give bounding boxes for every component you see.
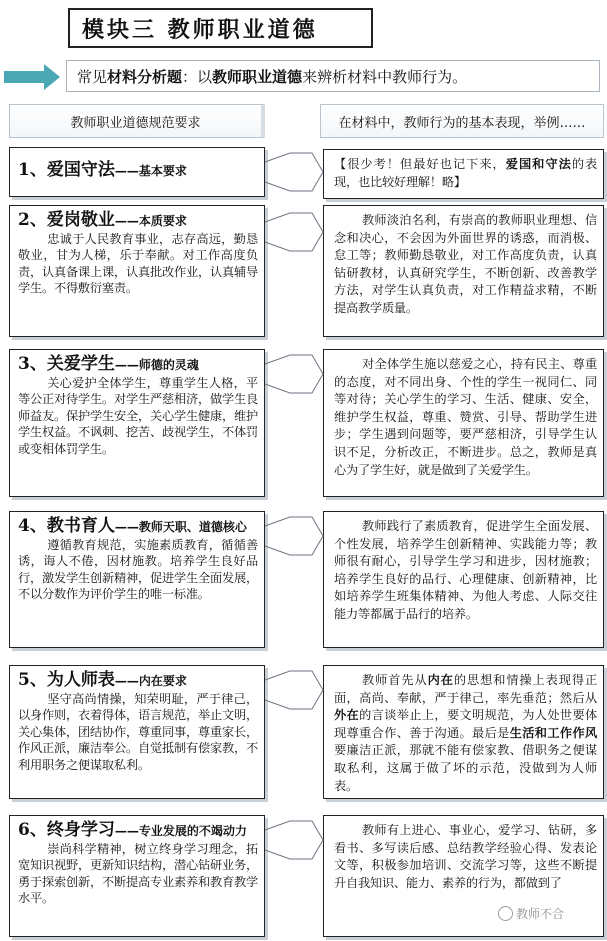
example-card-1 xyxy=(323,149,604,199)
connector-1 xyxy=(265,153,323,191)
norm-title xyxy=(18,516,258,537)
norm-number: 6、 xyxy=(18,820,47,840)
text-segment: 教师有上进心、事业心，爱学习、钻研，多看书、多写读后感、总结教学经验心得、发表论文等，积极参加培训、交流学习等，这些不断提升自我知识、能力、素养的行为，都做到了 xyxy=(334,823,597,890)
norm-body: 崇尚科学精神，树立终身学习理念，拓宽知识视野，更新知识结构，潜心钻研业务，勇于探索创新，不断提高专业素养和教育教学水平。 xyxy=(18,842,258,906)
text-segment: 教师首先从 xyxy=(362,673,428,687)
norm-body: 忠诚于人民教育事业，志存高远，勤恳敬业，甘为人梯，乐于奉献。对工作高度负责，认真备课上课，认真批改作业，认真辅导学生。不得敷衍塞责。 xyxy=(18,232,258,296)
page-title: 模块三 教师职业道德 xyxy=(68,8,373,48)
text-segment: 【很少考！但最好也记下来， xyxy=(334,157,506,171)
example-card-5 xyxy=(323,665,604,799)
connector-6 xyxy=(265,821,323,859)
header-behaviors: 在材料中，教师行为的基本表现，举例…… xyxy=(320,104,604,138)
example-text xyxy=(334,518,597,624)
norm-card-2 xyxy=(9,205,265,337)
example-text xyxy=(334,212,597,318)
norm-name: 爱国守法 xyxy=(46,160,115,180)
connector-3 xyxy=(265,355,323,393)
text-segment: 常见 xyxy=(77,67,108,86)
norm-subtitle: ——师德的灵魂 xyxy=(114,358,199,372)
example-text xyxy=(334,672,597,795)
norm-title xyxy=(18,354,258,375)
example-card-3 xyxy=(323,349,604,497)
norm-number: 4、 xyxy=(18,516,47,536)
norm-body: 坚守高尚情操，知荣明耻，严于律己，以身作则，衣着得体，语言规范，举止文明，关心集体，团结协作，尊重同事，尊重家长，作风正派，廉洁奉公。自觉抵制有偿家教，不利用职务之便谋取私利。 xyxy=(18,692,258,772)
norm-name: 教书育人 xyxy=(46,516,115,536)
norm-title xyxy=(18,210,258,231)
text-segment: 的思想和情操上表现得正面，高尚、奉献，严于律己，率先垂范；然后从 xyxy=(334,673,597,705)
text-segment: 教师淡泊名利，有崇高的教师职业理想、信念和决心，不会因为外面世界的诱惑，而消极、怠工等；教师勤恳敬业，对工作高度负责，认真钻研教材，认真研究学生，不断创新、改善教学方法，对学生认真负责，对工作精益求精，不断提高教学质量。 xyxy=(334,213,597,315)
emphasis-text: 爱国和守法 xyxy=(505,157,572,171)
norm-body: 遵循教育规范，实施素质教育，循循善诱，诲人不倦，因材施教。培养学生良好品行，激发学生创新精神，促进学生全面发展，不以分数作为评价学生的唯一标准。 xyxy=(18,538,258,602)
norm-subtitle: ——内在要求 xyxy=(114,674,187,688)
text-segment: 对全体学生施以慈爱之心，持有民主、尊重的态度，对不同出身、个性的学生一视同仁、同等对待；关心学生的学习、生活、健康、安全，维护学生权益，尊重、赞赏、引导、帮助学生进步；学生遇到问题等，要严慈相济，引导学生认识不足，分析改正，不断进步。总之，教师是真心为了学生好，就是做到了关爱学生。 xyxy=(334,357,597,477)
norm-subtitle: ——教师天职、道德核心 xyxy=(114,520,247,534)
text-segment: 的言谈举止上，要文明规范，为人处世要体现尊重合作、善于沟通。最后是 xyxy=(334,708,597,740)
norm-card-1 xyxy=(9,147,265,197)
norm-title xyxy=(18,160,258,181)
norm-title xyxy=(18,670,258,691)
text-segment: 要廉洁正派，那就不能有偿家教、借职务之便谋取私利，这属于做了坏的示范，没做到为人师表。 xyxy=(334,743,597,793)
emphasis-text: 教师职业道德 xyxy=(212,67,303,86)
watermark-text: 教师不合 xyxy=(516,907,565,921)
emphasis-text: 生活和工作作风 xyxy=(509,725,597,740)
norm-number: 1、 xyxy=(18,160,47,180)
norm-name: 终身学习 xyxy=(46,820,115,840)
example-card-4 xyxy=(323,511,604,648)
text-segment: ：以 xyxy=(182,67,213,86)
text-segment: 教师践行了素质教育，促进学生全面发展、个性发展，培养学生创新精神、实践能力等；教师很有耐心，引导学生学习和进步，因材施教；培养学生良好的品行、心理健康、创新精神，比如培养学生班集体精神、为他人考虑、人际交往能力等都属于品行的培养。 xyxy=(334,519,597,621)
connector-5 xyxy=(265,671,323,709)
norm-number: 2、 xyxy=(18,210,47,230)
norm-subtitle: ——专业发展的不竭动力 xyxy=(114,824,247,838)
norm-card-3 xyxy=(9,349,265,497)
emphasis-text: 外在 xyxy=(334,708,360,723)
emphasis-text: 内在 xyxy=(427,673,454,687)
norm-number: 3、 xyxy=(18,354,47,374)
norm-number: 5、 xyxy=(18,670,47,690)
norm-card-4 xyxy=(9,511,265,648)
header-norms: 教师职业道德规范要求 xyxy=(9,104,265,138)
connector-2 xyxy=(265,213,323,251)
norm-card-5 xyxy=(9,665,265,799)
norm-body: 关心爱护全体学生，尊重学生人格，平等公正对待学生。对学生严慈相济，做学生良师益友。保护学生安全，关心学生健康，维护学生权益。不讽刺、挖苦、歧视学生，不体罚或变相体罚学生。 xyxy=(18,376,258,456)
norm-subtitle: ——基本要求 xyxy=(114,164,187,178)
norm-card-6 xyxy=(9,815,265,937)
watermark xyxy=(498,905,564,922)
example-text xyxy=(334,356,597,479)
emphasis-text: 材料分析题 xyxy=(107,67,183,86)
norm-name: 为人师表 xyxy=(46,670,115,690)
example-text xyxy=(334,822,597,892)
connector-4 xyxy=(265,517,323,555)
norm-title xyxy=(18,820,258,841)
example-card-2 xyxy=(323,205,604,337)
norm-name: 关爱学生 xyxy=(46,354,115,374)
wechat-icon xyxy=(498,906,513,921)
example-text xyxy=(334,156,597,191)
text-segment: 的表现，也比较好理解！略】 xyxy=(334,157,598,189)
intro-line xyxy=(66,60,600,92)
norm-subtitle: ——本质要求 xyxy=(114,214,187,228)
arrow-right-icon xyxy=(4,64,60,90)
text-segment: 来辨析材料中教师行为。 xyxy=(302,67,468,86)
norm-name: 爱岗敬业 xyxy=(46,210,115,230)
